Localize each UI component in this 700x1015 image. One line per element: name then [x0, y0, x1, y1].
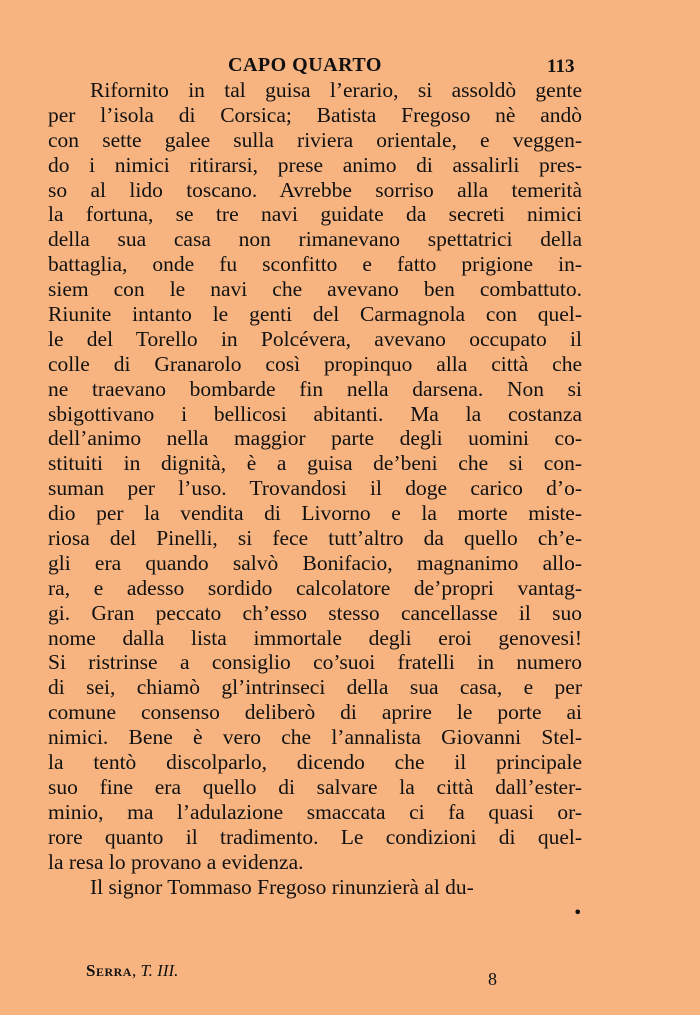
text-line: riosa del Pinelli, si fece tutt’altro da quello ch’e- [48, 526, 582, 551]
signature-number: 8 [488, 969, 497, 989]
text-line: so al lido toscano. Avrebbe sorriso alla temerità [48, 177, 582, 202]
text-line: dell’animo nella maggior parte degli uomini co- [48, 426, 582, 451]
signature-author: Serra [86, 961, 132, 980]
text-line: siem con le navi che avevano ben combattuto. [48, 277, 582, 302]
text-line: battaglia, onde fu sconfitto e fatto prigione in- [48, 252, 582, 277]
text-line: Riunite intanto le genti del Carmagnola con quel- [48, 302, 582, 327]
text-line: suman per l’uso. Trovandosi il doge carico d’o- [48, 476, 582, 501]
text-line: dio per la vendita di Livorno e la morte miste- [48, 501, 582, 526]
printer-signature: Serra, T. III. [86, 961, 179, 980]
text-line: la fortuna, se tre navi guidate da secreti nimici [48, 202, 582, 227]
text-line: gli era quando salvò Bonifacio, magnanimo allo- [48, 550, 582, 575]
text-line: sbigottivano i bellicosi abitanti. Ma la costanza [48, 401, 582, 426]
text-line: stituiti in dignità, è a guisa de’beni che si con- [48, 451, 582, 476]
text-line: Il signor Tommaso Fregoso rinunzierà al du- [90, 874, 474, 899]
text-line: gi. Gran peccato ch’esso stesso cancellasse il suo [48, 600, 582, 625]
text-line: suo fine era quello di salvare la città dall’ester- [48, 774, 582, 799]
paragraph-end-mark: • [573, 903, 583, 922]
signature-volume: T. III. [140, 961, 179, 980]
text-line: per l’isola di Corsica; Batista Fregoso nè andò [48, 102, 582, 127]
page-number: 113 [547, 56, 575, 77]
text-line: le del Torello in Polcévera, avevano occupato il [48, 326, 582, 351]
text-line: la resa lo provano a evidenza. [48, 849, 304, 874]
body-text [48, 78, 582, 899]
text-line: di sei, chiamò gl’intrinseci della sua casa, e per [48, 675, 582, 700]
text-line: minio, ma l’adulazione smaccata ci fa quasi or- [48, 799, 582, 824]
paragraph [48, 875, 582, 900]
text-line: Si ristrinse a consiglio co’suoi fratelli in numero [48, 650, 582, 675]
text-line: nome dalla lista immortale degli eroi genovesi! [48, 625, 582, 650]
text-line: Rifornito in tal guisa l’erario, si assoldò gente [90, 78, 582, 102]
text-line: ra, e adesso sordido calcolatore de’propri vantag- [48, 575, 582, 600]
paragraph [48, 78, 582, 875]
running-head: CAPO QUARTO [228, 54, 382, 76]
page-header [0, 54, 700, 80]
text-line: nimici. Bene è vero che l’annalista Giovanni Stel- [48, 725, 582, 750]
text-line: la tentò discolparlo, dicendo che il principale [48, 750, 582, 775]
text-line: colle di Granarolo così propinquo alla città che [48, 351, 582, 376]
text-line: do i nimici ritirarsi, prese animo di assalirli pres- [48, 152, 582, 177]
text-line: comune consenso deliberò di aprire le porte ai [48, 700, 582, 725]
page-footer [0, 961, 700, 987]
text-line: ne traevano bombarde fin nella darsena. Non si [48, 376, 582, 401]
text-line: con sette galee sulla riviera orientale, e veggen- [48, 127, 582, 152]
text-line: rore quanto il tradimento. Le condizioni di quel- [48, 824, 582, 849]
text-line: della sua casa non rimanevano spettatrici della [48, 227, 582, 252]
